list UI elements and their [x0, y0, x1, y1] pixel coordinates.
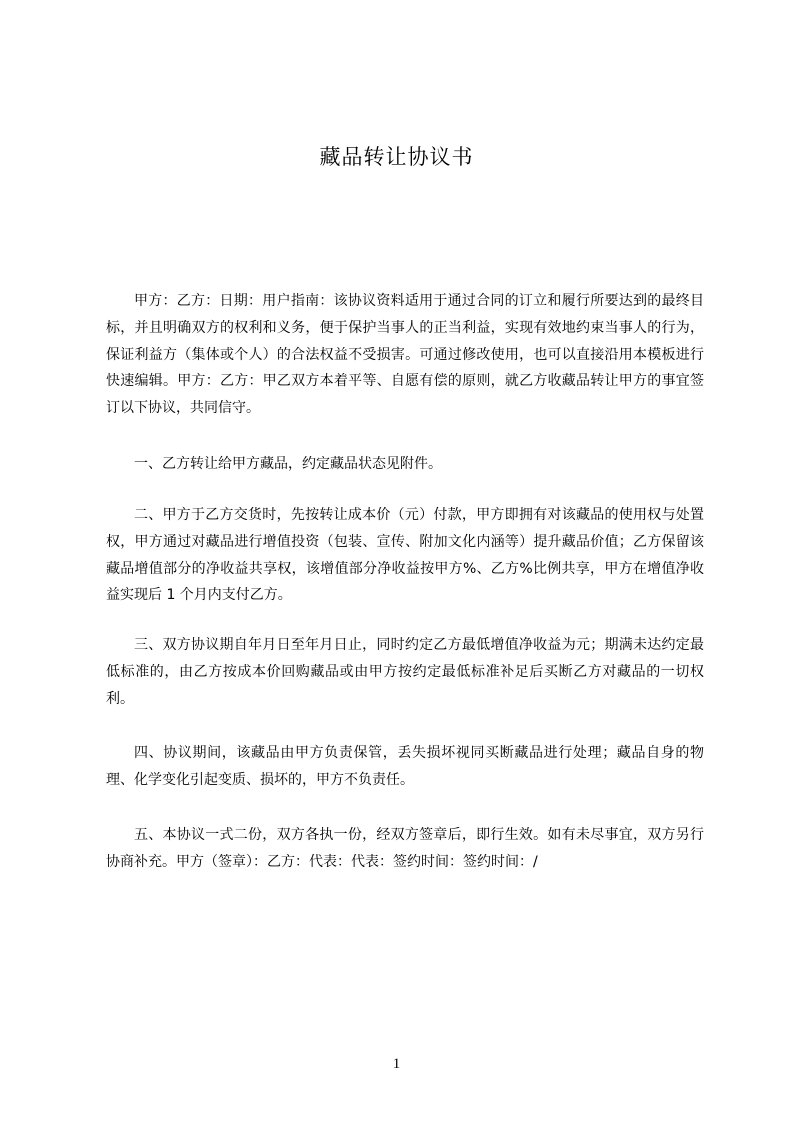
clause-4-paragraph: 四、协议期间，该藏品由甲方负责保管，丢失损坏视同买断藏品进行处理；藏品自身的物理、化学变化引起变质、损坏的，甲方不负责任。: [106, 745, 704, 788]
intro-paragraph: 甲方：乙方：日期：用户指南：该协议资料适用于通过合同的订立和履行所要达到的最终目标，并且明确双方的权利和义务，便于保护当事人的正当利益，实现有效地约束当事人的行为，保证利益方（集体或个人）的合法权益不受损害。可通过修改使用，也可以直接沿用本模板进行快速编辑。甲方：乙方：甲乙双方本着平等、自愿有偿的原则，就乙方收藏品转让甲方的事宜签订以下协议，共同信守。: [106, 293, 704, 417]
document-title: 藏品转让协议书: [319, 145, 474, 169]
clause-1-paragraph: 一、乙方转让给甲方藏品，约定藏品状态见附件。: [134, 456, 442, 472]
page-number: 1: [392, 1056, 401, 1072]
clause-2-paragraph: 二、甲方于乙方交货时，先按转让成本价（元）付款，甲方即拥有对该藏品的使用权与处置权，甲方通过对藏品进行增值投资（包装、宣传、附加文化内涵等）提升藏品价值；乙方保留该藏品增值部分的净收益共享权，该增值部分净收益按甲方%、乙方%比例共享，甲方在增值净收益实现后 1 个月内支付乙方。: [106, 507, 704, 604]
clause-3-paragraph: 三、双方协议期自年月日至年月日止，同时约定乙方最低增值净收益为元；期满未达约定最低标准的，由乙方按成本价回购藏品或由甲方按约定最低标准补足后买断乙方对藏品的一切权利。: [106, 637, 704, 707]
clause-5-paragraph: 五、本协议一式二份，双方各执一份，经双方签章后，即行生效。如有未尽事宜，双方另行协商补充。甲方（签章）：乙方：代表：代表：签约时间：签约时间：/: [106, 827, 704, 870]
